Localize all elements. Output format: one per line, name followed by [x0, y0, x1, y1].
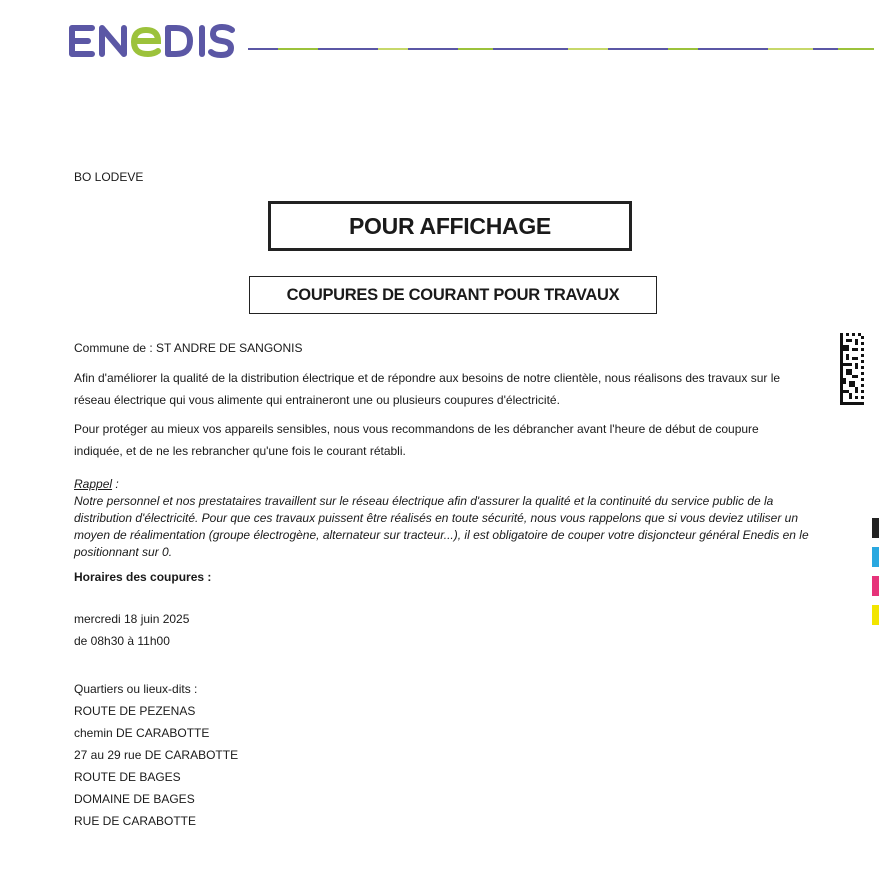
print-color-marks: [872, 518, 879, 634]
page-title: POUR AFFICHAGE: [349, 212, 551, 239]
datamatrix-barcode: [840, 333, 864, 405]
header-rule: [248, 47, 874, 51]
page-subtitle: COUPURES DE COURANT POUR TRAVAUX: [286, 285, 620, 304]
list-item: 27 au 29 rue DE CARABOTTE: [74, 748, 239, 762]
locations-heading: Quartiers ou lieux-dits :: [74, 682, 198, 696]
magenta-mark: [872, 576, 879, 596]
list-item: ROUTE DE BAGES: [74, 770, 181, 784]
schedule-heading: Horaires des coupures :: [74, 570, 212, 584]
locations-list: [74, 678, 238, 832]
commune-line: Commune de : ST ANDRE DE SANGONIS: [74, 341, 303, 355]
rappel-colon: :: [112, 477, 119, 491]
black-mark: [872, 518, 879, 538]
intro-paragraph: Afin d'améliorer la qualité de la distribution électrique et de répondre aux besoins de notre clientèle, nous réalisons des travaux sur le réseau électrique qui vous alimente qui entraineront une ou plusieurs coupures d'électricité.: [74, 371, 781, 407]
rappel-label: Rappel: [74, 477, 113, 491]
enedis-logo: [66, 18, 238, 62]
list-item: chemin DE CARABOTTE: [74, 726, 210, 740]
list-item: RUE DE CARABOTTE: [74, 814, 197, 828]
office-name: BO LODEVE: [74, 170, 144, 184]
subtitle-box: [249, 276, 657, 314]
list-item: ROUTE DE PEZENAS: [74, 704, 196, 718]
yellow-mark: [872, 605, 879, 625]
cyan-mark: [872, 547, 879, 567]
rappel-block: [74, 476, 809, 561]
rappel-text: Notre personnel et nos prestataires travaillent sur le réseau électrique afin d'assurer la qualité et la continuité du service public de la distribution d'électricité. Pour que ces travaux puissent être réalisés en toute sécurité, nous vous rappelons que si vous deviez utiliser un moyen de réalimentation (groupe électrogène, alternateur sur tracteur...), il est obligatoire de couper votre disjoncteur général Enedis en le positionnant sur 0.: [74, 494, 809, 559]
schedule-date: mercredi 18 juin 2025: [74, 612, 190, 626]
schedule-time: de 08h30 à 11h00: [74, 634, 170, 648]
title-box: [268, 201, 632, 251]
protect-paragraph: Pour protéger au mieux vos appareils sensibles, nous vous recommandons de les débrancher avant l'heure de début de coupure indiquée, et de ne les rebrancher qu'une fois le courant rétabli.: [74, 422, 759, 458]
list-item: DOMAINE DE BAGES: [74, 792, 195, 806]
